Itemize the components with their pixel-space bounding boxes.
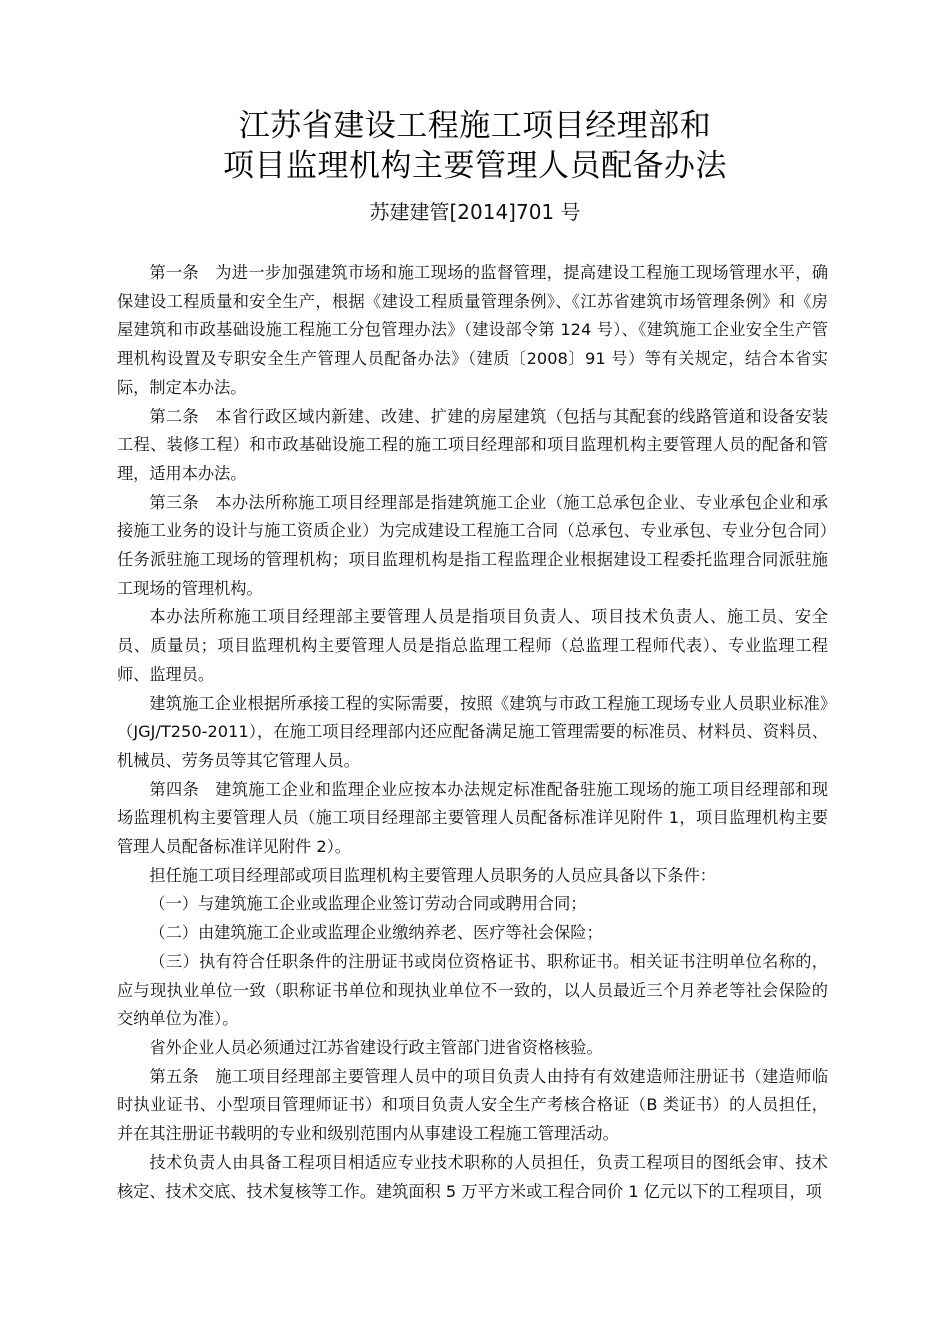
article-number: 第五条 [149,1066,200,1086]
paragraph-text: 技术负责人由具备工程项目相适应专业技术职称的人员担任，负责工程项目的图纸会审、技术核定、技术交底、技术复核等工作。建筑面积 5 万平方米或工程合同价 1 亿元以下的工程项目，项 [117,1152,828,1201]
article-number: 第三条 [149,492,200,512]
paragraph-condition-2 [117,919,828,948]
paragraph-condition-3 [117,948,828,1034]
paragraph-article-4 [117,776,828,862]
paragraph [117,1034,828,1063]
paragraph-article-5 [117,1063,828,1149]
paragraph-article-3 [117,489,828,604]
paragraph-text: （一）与建筑施工企业或监理企业签订劳动合同或聘用合同； [149,894,587,914]
document-body [117,259,828,1206]
paragraph-text: 担任施工项目经理部或项目监理机构主要管理人员职务的人员应具备以下条件： [149,865,716,885]
paragraph [117,603,828,689]
paragraph-article-2 [117,403,828,489]
article-number: 第四条 [149,779,200,799]
paragraph [117,690,828,776]
paragraph-text: 建筑施工企业根据所承接工程的实际需要，按照《建筑与市政工程施工现场专业人员职业标准》（JGJ/T250-2011），在施工项目经理部内还应配备满足施工管理需要的标准员、材料员、资料员、机械员、劳务员等其它管理人员。 [117,693,828,770]
paragraph-text: 建筑施工企业和监理企业应按本办法规定标准配备驻施工现场的施工项目经理部和现场监理机构主要管理人员（施工项目经理部主要管理人员配备标准详见附件 1，项目监理机构主要管理人员配备标准详见附件 2）。 [117,779,829,857]
paragraph-text: 省外企业人员必须通过江苏省建设行政主管部门进省资格核验。 [149,1037,603,1057]
paragraph [117,1149,828,1206]
article-number: 第一条 [149,263,200,282]
paragraph-text: 施工项目经理部主要管理人员中的项目负责人由持有有效建造师注册证书（建造师临时执业证书、小型项目管理师证书）和项目负责人安全生产考核合格证（B 类证书）的人员担任，并在其注册证书载明的专业和级别范围内从事建设工程施工管理活动。 [117,1066,829,1144]
paragraph-condition-1 [117,890,828,919]
document-title-line-1: 江苏省建设工程施工项目经理部和 [238,108,712,144]
paragraph-text: （二）由建筑施工企业或监理企业缴纳养老、医疗等社会保险； [149,923,603,943]
paragraph-text: 为进一步加强建筑市场和施工现场的监督管理，提高建设工程施工现场管理水平，确保建设工程质量和安全生产，根据《建设工程质量管理条例》、《江苏省建筑市场管理条例》和《房屋建筑和市政基础设施工程施工分包管理办法》（建设部令第 124 号）、《建筑施工企业安全生产管理机构设置及专职安全生产管理人员配备办法》（建质〔2008〕91 号）等有关规定，结合本省实际，制定本办法。 [117,263,829,397]
paragraph-text: 本办法所称施工项目经理部是指建筑施工企业（施工总承包企业、专业承包企业和承接施工业务的设计与施工资质企业）为完成建设工程施工合同（总承包、专业承包、专业分包合同）任务派驻施工现场的管理机构；项目监理机构是指工程监理企业根据建设工程委托监理合同派驻施工现场的管理机构。 [117,492,829,598]
paragraph-article-1 [117,259,828,403]
paragraph-text: （三）执有符合任职条件的注册证书或岗位资格证书、职称证书。相关证书注明单位名称的，应与现执业单位一致（职称证书单位和现执业单位不一致的，以人员最近三个月养老等社会保险的交纳单位为准）。 [117,951,828,1029]
paragraph-text: 本办法所称施工项目经理部主要管理人员是指项目负责人、项目技术负责人、施工员、安全员、质量员；项目监理机构主要管理人员是指总监理工程师（总监理工程师代表）、专业监理工程师、监理员。 [117,607,828,684]
document-number: 苏建建管[2014]701 号 [369,200,581,224]
document-title-line-2: 项目监理机构主要管理人员配备办法 [223,148,727,184]
article-number: 第二条 [149,406,200,426]
paragraph-text: 本省行政区域内新建、改建、扩建的房屋建筑（包括与其配套的线路管道和设备安装工程、装修工程）和市政基础设施工程的施工项目经理部和项目监理机构主要管理人员的配备和管理，适用本办法。 [117,406,829,483]
paragraph [117,862,828,891]
